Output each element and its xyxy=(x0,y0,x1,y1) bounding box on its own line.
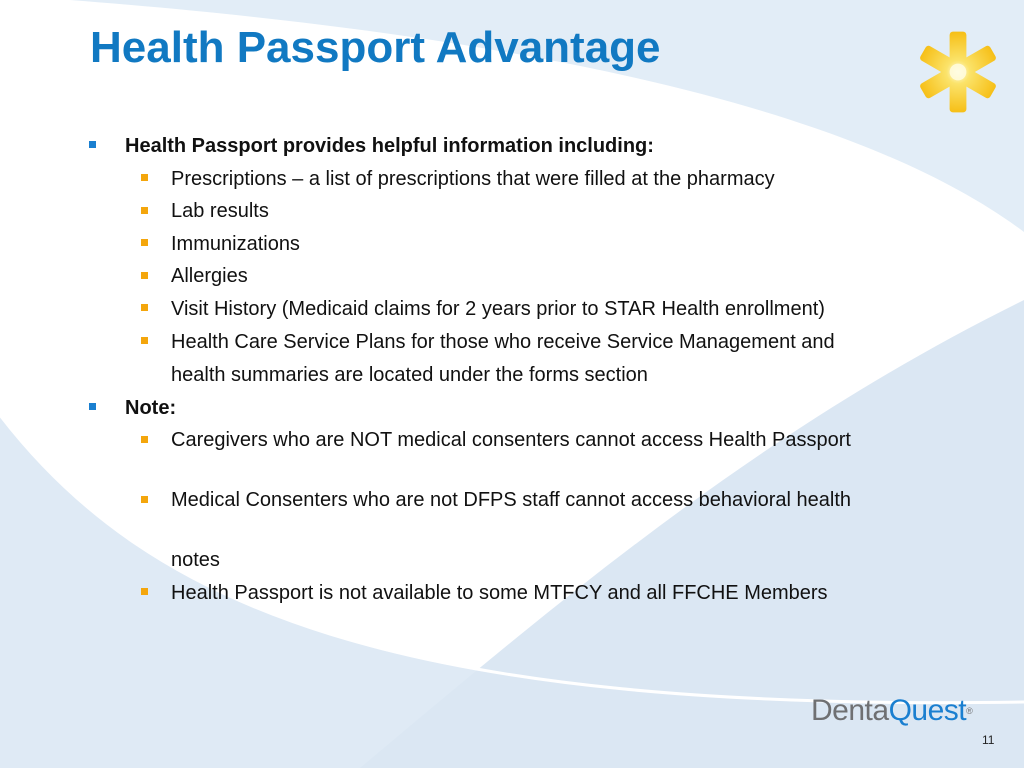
list-item-continuation: notes xyxy=(171,549,220,571)
list-item: Allergies xyxy=(171,265,248,287)
square-bullet-icon xyxy=(89,141,96,148)
list-item: Caregivers who are NOT medical consenters cannot access Health Passport xyxy=(171,429,851,451)
list-item: Prescriptions – a list of prescriptions that were filled at the pharmacy xyxy=(171,168,775,190)
logo-trademark: ® xyxy=(966,706,973,716)
slide-title: Health Passport Advantage xyxy=(90,23,661,72)
dentaquest-logo xyxy=(811,693,972,729)
square-bullet-icon xyxy=(141,436,148,443)
logo-part-denta: Denta xyxy=(811,694,889,727)
list-item: Health Care Service Plans for those who receive Service Management and xyxy=(171,331,835,353)
list-item-continuation: health summaries are located under the forms section xyxy=(171,364,648,386)
list-item: Lab results xyxy=(171,200,269,222)
square-bullet-icon xyxy=(141,588,148,595)
square-bullet-icon xyxy=(141,239,148,246)
list-item: Immunizations xyxy=(171,233,300,255)
square-bullet-icon xyxy=(141,207,148,214)
logo-part-quest: Quest xyxy=(888,694,967,727)
square-bullet-icon xyxy=(141,337,148,344)
page-number: 11 xyxy=(982,733,995,747)
square-bullet-icon xyxy=(141,174,148,181)
list-item: Medical Consenters who are not DFPS staff cannot access behavioral health xyxy=(171,489,851,511)
list-item-heading: Health Passport provides helpful information including: xyxy=(125,135,654,157)
square-bullet-icon xyxy=(141,496,148,503)
square-bullet-icon xyxy=(141,272,148,279)
list-item-heading: Note: xyxy=(125,397,177,419)
square-bullet-icon xyxy=(89,403,96,410)
list-item: Visit History (Medicaid claims for 2 years prior to STAR Health enrollment) xyxy=(171,298,825,320)
list-item: Health Passport is not available to some MTFCY and all FFCHE Members xyxy=(171,582,828,604)
square-bullet-icon xyxy=(141,304,148,311)
